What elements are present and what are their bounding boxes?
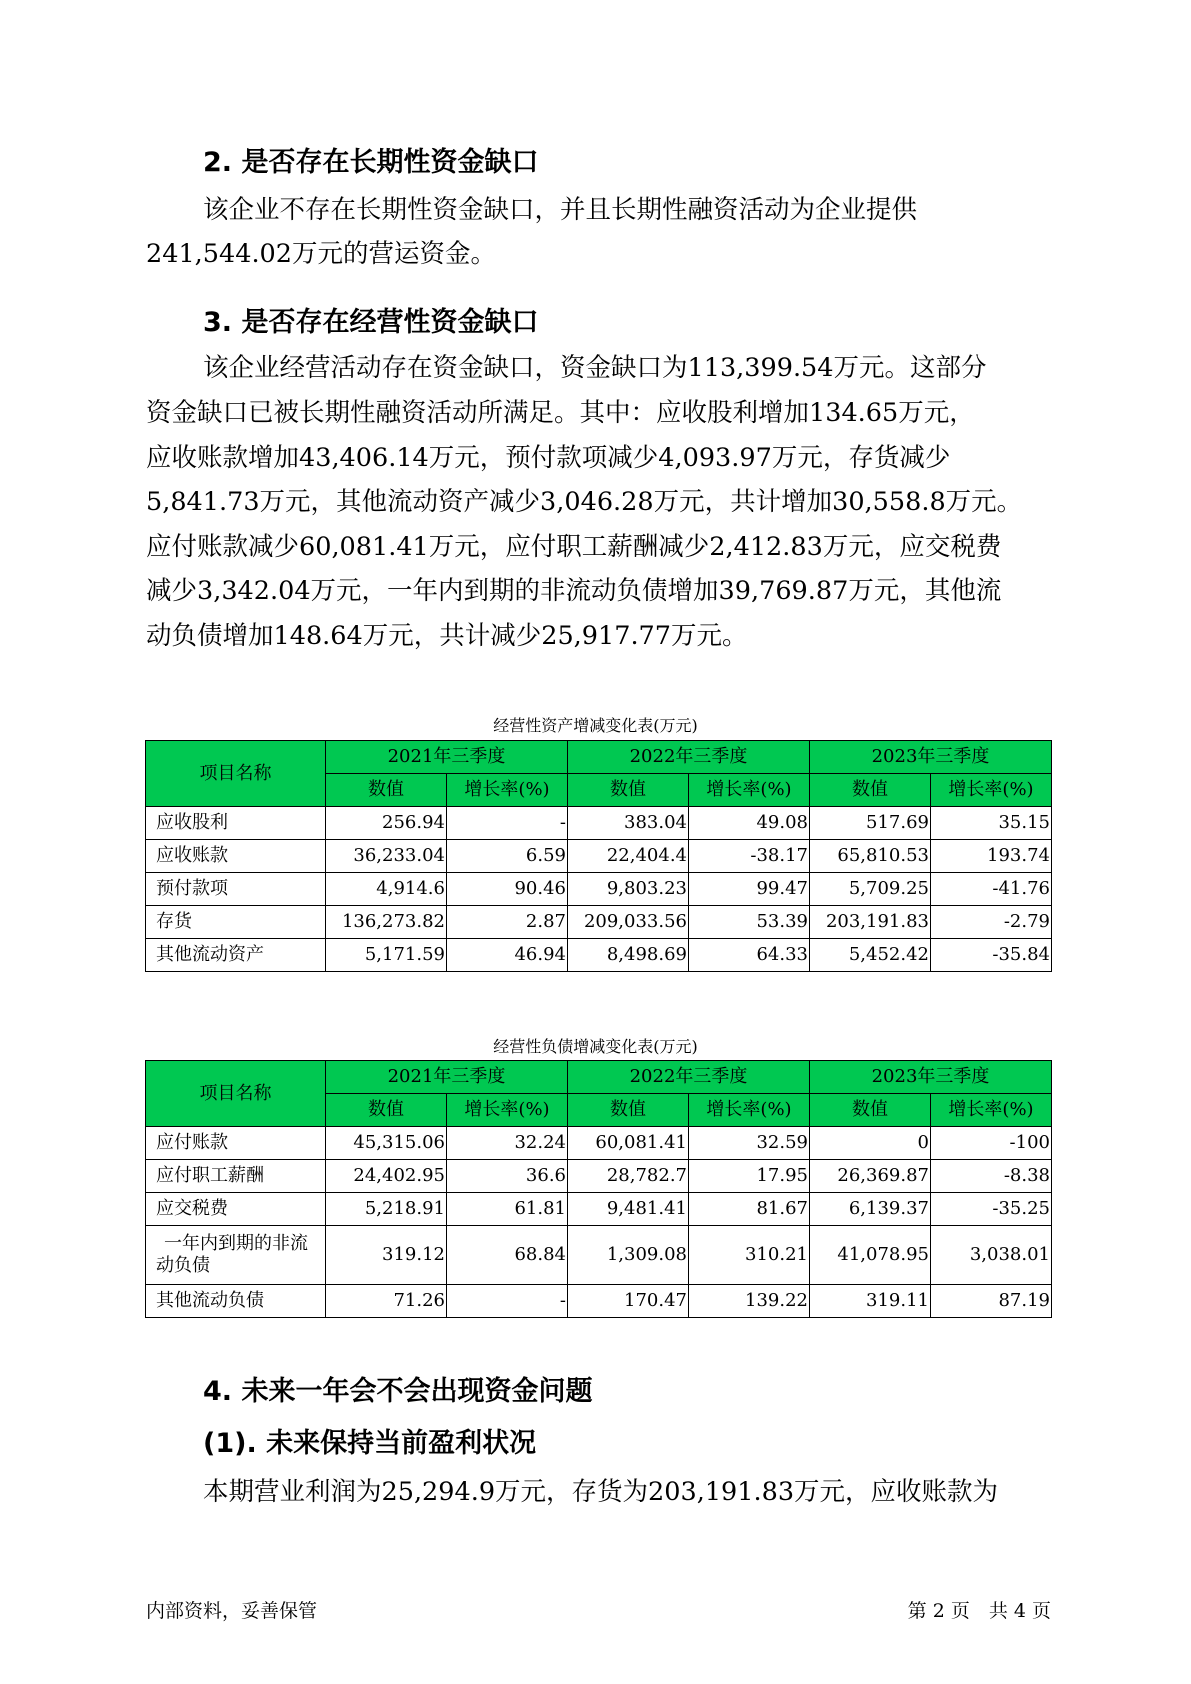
cell-rate: - xyxy=(447,1285,568,1318)
cell-rate: -100 xyxy=(931,1127,1052,1160)
section-3-para-line2: 资金缺口已被长期性融资活动所满足。其中：应收股利增加134.65万元， xyxy=(146,398,975,428)
section-3-para-line6: 减少3,342.04万元，一年内到期的非流动负债增加39,769.87万元，其他流 xyxy=(146,576,1002,606)
section-3-para-line4: 5,841.73万元，其他流动资产减少3,046.28万元，共计增加30,558.8万元。 xyxy=(146,487,1023,517)
table2-caption: 经营性负债增减变化表(万元) xyxy=(493,1037,698,1056)
cell-rate: 35.15 xyxy=(931,807,1052,840)
cell-rate: -8.38 xyxy=(931,1160,1052,1193)
cell-value: 9,481.41 xyxy=(568,1193,689,1226)
table2-sub-rate: 增长率(%) xyxy=(931,1094,1052,1127)
table-row xyxy=(146,807,1052,840)
table1-period-2022: 2022年三季度 xyxy=(568,741,810,774)
section-2-para-line1: 该企业不存在长期性资金缺口，并且长期性融资活动为企业提供 xyxy=(203,195,918,225)
cell-value: 383.04 xyxy=(568,807,689,840)
cell-rate: 53.39 xyxy=(689,906,810,939)
row-label-line1: 一年内到期的非流 xyxy=(164,1233,308,1254)
cell-rate: 310.21 xyxy=(689,1226,810,1285)
cell-value: 0 xyxy=(810,1127,931,1160)
cell-value: 5,709.25 xyxy=(810,873,931,906)
cell-rate: 87.19 xyxy=(931,1285,1052,1318)
cell-rate: 2.87 xyxy=(447,906,568,939)
cell-rate: - xyxy=(447,807,568,840)
table-row xyxy=(146,906,1052,939)
table1-sub-rate: 增长率(%) xyxy=(447,774,568,807)
cell-rate: 32.59 xyxy=(689,1127,810,1160)
cell-rate: 99.47 xyxy=(689,873,810,906)
table1-sub-value: 数值 xyxy=(810,774,931,807)
cell-rate: 17.95 xyxy=(689,1160,810,1193)
cell-value: 1,309.08 xyxy=(568,1226,689,1285)
cell-rate: 6.59 xyxy=(447,840,568,873)
table2-period-2021: 2021年三季度 xyxy=(326,1061,568,1094)
table2-sub-value: 数值 xyxy=(810,1094,931,1127)
cell-value: 36,233.04 xyxy=(326,840,447,873)
cell-rate: -2.79 xyxy=(931,906,1052,939)
cell-value: 45,315.06 xyxy=(326,1127,447,1160)
section-3-para-line3: 应收账款增加43,406.14万元，预付款项减少4,093.97万元，存货减少 xyxy=(146,443,951,473)
table-row xyxy=(146,1285,1052,1318)
cell-rate: 139.22 xyxy=(689,1285,810,1318)
cell-rate: -38.17 xyxy=(689,840,810,873)
cell-rate: 3,038.01 xyxy=(931,1226,1052,1285)
section-3-title: 3. 是否存在经营性资金缺口 xyxy=(203,307,539,338)
cell-value: 28,782.7 xyxy=(568,1160,689,1193)
cell-value: 60,081.41 xyxy=(568,1127,689,1160)
cell-rate: 32.24 xyxy=(447,1127,568,1160)
cell-value: 41,078.95 xyxy=(810,1226,931,1285)
cell-rate: 90.46 xyxy=(447,873,568,906)
table1-sub-value: 数值 xyxy=(568,774,689,807)
table2-period-2023: 2023年三季度 xyxy=(810,1061,1052,1094)
table2-sub-rate: 增长率(%) xyxy=(689,1094,810,1127)
section-3-para-line1: 该企业经营活动存在资金缺口，资金缺口为113,399.54万元。这部分 xyxy=(203,353,987,383)
cell-rate: -35.84 xyxy=(931,939,1052,972)
cell-value: 9,803.23 xyxy=(568,873,689,906)
cell-value: 319.11 xyxy=(810,1285,931,1318)
table-row xyxy=(146,1127,1052,1160)
table1-sub-value: 数值 xyxy=(326,774,447,807)
cell-value: 5,171.59 xyxy=(326,939,447,972)
table1-sub-rate: 增长率(%) xyxy=(689,774,810,807)
row-label: 应收账款 xyxy=(146,840,326,873)
cell-value: 170.47 xyxy=(568,1285,689,1318)
table2-item-header: 项目名称 xyxy=(146,1061,326,1127)
footer-confidential: 内部资料，妥善保管 xyxy=(146,1600,318,1622)
table-row xyxy=(146,840,1052,873)
row-label: 应收股利 xyxy=(146,807,326,840)
table2-sub-value: 数值 xyxy=(326,1094,447,1127)
row-label-line2: 动负债 xyxy=(156,1255,210,1276)
table2-sub-value: 数值 xyxy=(568,1094,689,1127)
cell-value: 4,914.6 xyxy=(326,873,447,906)
table-row xyxy=(146,1160,1052,1193)
row-label xyxy=(146,1226,326,1285)
cell-value: 26,369.87 xyxy=(810,1160,931,1193)
cell-rate: 46.94 xyxy=(447,939,568,972)
operating-liabilities-table xyxy=(145,1060,1052,1318)
section-2-para-line2: 241,544.02万元的营运资金。 xyxy=(146,239,497,269)
cell-rate: 36.6 xyxy=(447,1160,568,1193)
table-row xyxy=(146,939,1052,972)
cell-value: 5,218.91 xyxy=(326,1193,447,1226)
row-label: 应交税费 xyxy=(146,1193,326,1226)
table-row xyxy=(146,873,1052,906)
table1-period-2023: 2023年三季度 xyxy=(810,741,1052,774)
cell-rate: 49.08 xyxy=(689,807,810,840)
section-3-para-line5: 应付账款减少60,081.41万元，应付职工薪酬减少2,412.83万元，应交税费 xyxy=(146,532,1002,562)
cell-value: 6,139.37 xyxy=(810,1193,931,1226)
row-label: 存货 xyxy=(146,906,326,939)
section-4-subtitle: (1). 未来保持当前盈利状况 xyxy=(203,1428,537,1459)
cell-rate: 64.33 xyxy=(689,939,810,972)
cell-value: 319.12 xyxy=(326,1226,447,1285)
section-3-para-line7: 动负债增加148.64万元，共计减少25,917.77万元。 xyxy=(146,621,748,651)
cell-value: 517.69 xyxy=(810,807,931,840)
table1-item-header: 项目名称 xyxy=(146,741,326,807)
cell-rate: 81.67 xyxy=(689,1193,810,1226)
cell-rate: 61.81 xyxy=(447,1193,568,1226)
table1-period-2021: 2021年三季度 xyxy=(326,741,568,774)
cell-value: 24,402.95 xyxy=(326,1160,447,1193)
row-label: 其他流动资产 xyxy=(146,939,326,972)
table2-period-2022: 2022年三季度 xyxy=(568,1061,810,1094)
cell-value: 203,191.83 xyxy=(810,906,931,939)
row-label: 预付款项 xyxy=(146,873,326,906)
table-row xyxy=(146,1193,1052,1226)
cell-value: 71.26 xyxy=(326,1285,447,1318)
footer-page-number: 第 2 页 共 4 页 xyxy=(907,1600,1051,1622)
table1-caption: 经营性资产增减变化表(万元) xyxy=(493,716,698,735)
row-label: 应付账款 xyxy=(146,1127,326,1160)
cell-rate: 193.74 xyxy=(931,840,1052,873)
cell-value: 5,452.42 xyxy=(810,939,931,972)
section-4-title: 4. 未来一年会不会出现资金问题 xyxy=(203,1376,593,1407)
cell-value: 209,033.56 xyxy=(568,906,689,939)
cell-value: 256.94 xyxy=(326,807,447,840)
cell-rate: 68.84 xyxy=(447,1226,568,1285)
section-2-title: 2. 是否存在长期性资金缺口 xyxy=(203,147,539,178)
cell-rate: -41.76 xyxy=(931,873,1052,906)
table2-sub-rate: 增长率(%) xyxy=(447,1094,568,1127)
row-label: 应付职工薪酬 xyxy=(146,1160,326,1193)
table-row xyxy=(146,1226,1052,1285)
cell-rate: -35.25 xyxy=(931,1193,1052,1226)
section-4-para-line1: 本期营业利润为25,294.9万元，存货为203,191.83万元，应收账款为 xyxy=(203,1477,999,1507)
cell-value: 8,498.69 xyxy=(568,939,689,972)
operating-assets-table xyxy=(145,740,1052,972)
cell-value: 65,810.53 xyxy=(810,840,931,873)
table1-sub-rate: 增长率(%) xyxy=(931,774,1052,807)
cell-value: 136,273.82 xyxy=(326,906,447,939)
cell-value: 22,404.4 xyxy=(568,840,689,873)
row-label: 其他流动负债 xyxy=(146,1285,326,1318)
